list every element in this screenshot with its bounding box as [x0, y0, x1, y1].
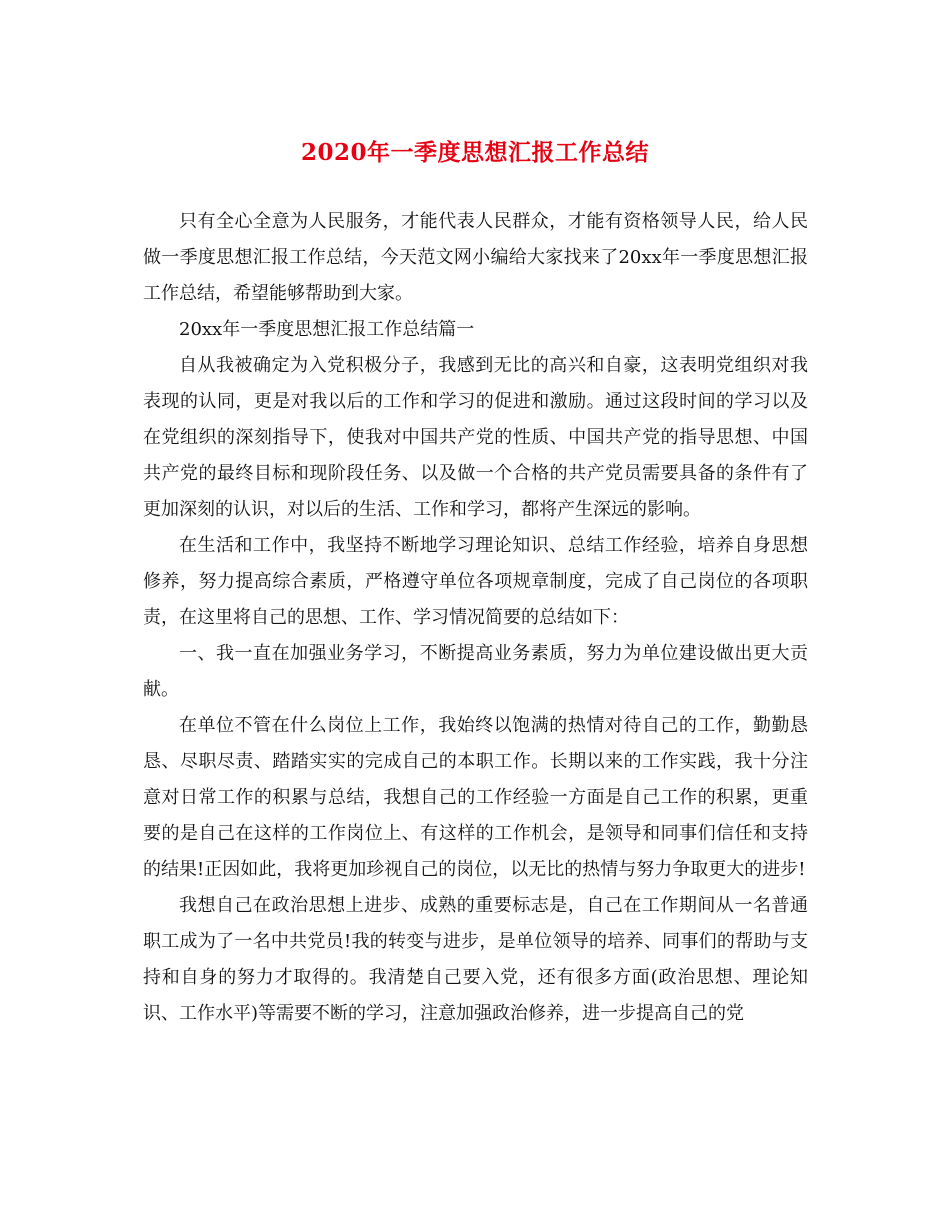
paragraph: 我想自己在政治思想上进步、成熟的重要标志是，自己在工作期间从一名普通职工成为了一名中共党员!我的转变与进步，是单位领导的培养、同事们的帮助与支持和自身的努力才取得的。我清楚自己要入党，还有很多方面(政治思想、理论知识、工作水平)等需要不断的学习，注意加强政治修养，进一步提高自己的党 — [143, 895, 808, 1024]
section-heading: 20xx年一季度思想汇报工作总结篇一 — [179, 319, 475, 340]
paragraph: 在单位不管在什么岗位上工作，我始终以饱满的热情对待自己的工作，勤勤恳恳、尽职尽责、踏踏实实的完成自己的本职工作。长期以来的工作实践，我十分注意对日常工作的积累与总结，我想自己的工作经验一方面是自己工作的积累，更重要的是自己在这样的工作岗位上、有这样的工作机会，是领导和同事们信任和支持的结果!正因如此，我将更加珍视自己的岗位，以无比的热情与努力争取更大的进步! — [143, 715, 808, 880]
paragraph-intro: 只有全心全意为人民服务，才能代表人民群众，才能有资格领导人民，给人民做一季度思想汇报工作总结，今天范文网小编给大家找来了20xx年一季度思想汇报工作总结，希望能够帮助到大家。 — [143, 211, 808, 304]
document-title: 2020年一季度思想汇报工作总结 — [300, 139, 649, 166]
paragraph: 自从我被确定为入党积极分子，我感到无比的高兴和自豪，这表明党组织对我表现的认同，更是对我以后的工作和学习的促进和激励。通过这段时间的学习以及在党组织的深刻指导下，使我对中国共产党的性质、中国共产党的指导思想、中国共产党的最终目标和现阶段任务、以及做一个合格的共产党员需要具备的条件有了更加深刻的认识，对以后的生活、工作和学习，都将产生深远的影响。 — [143, 355, 808, 520]
document-body — [143, 204, 808, 1032]
paragraph: 在生活和工作中，我坚持不断地学习理论知识、总结工作经验，培养自身思想修养，努力提高综合素质，严格遵守单位各项规章制度，完成了自己岗位的各项职责，在这里将自己的思想、工作、学习情况简要的总结如下： — [143, 535, 808, 628]
paragraph-point-one: 一、我一直在加强业务学习，不断提高业务素质，努力为单位建设做出更大贡献。 — [143, 643, 808, 700]
